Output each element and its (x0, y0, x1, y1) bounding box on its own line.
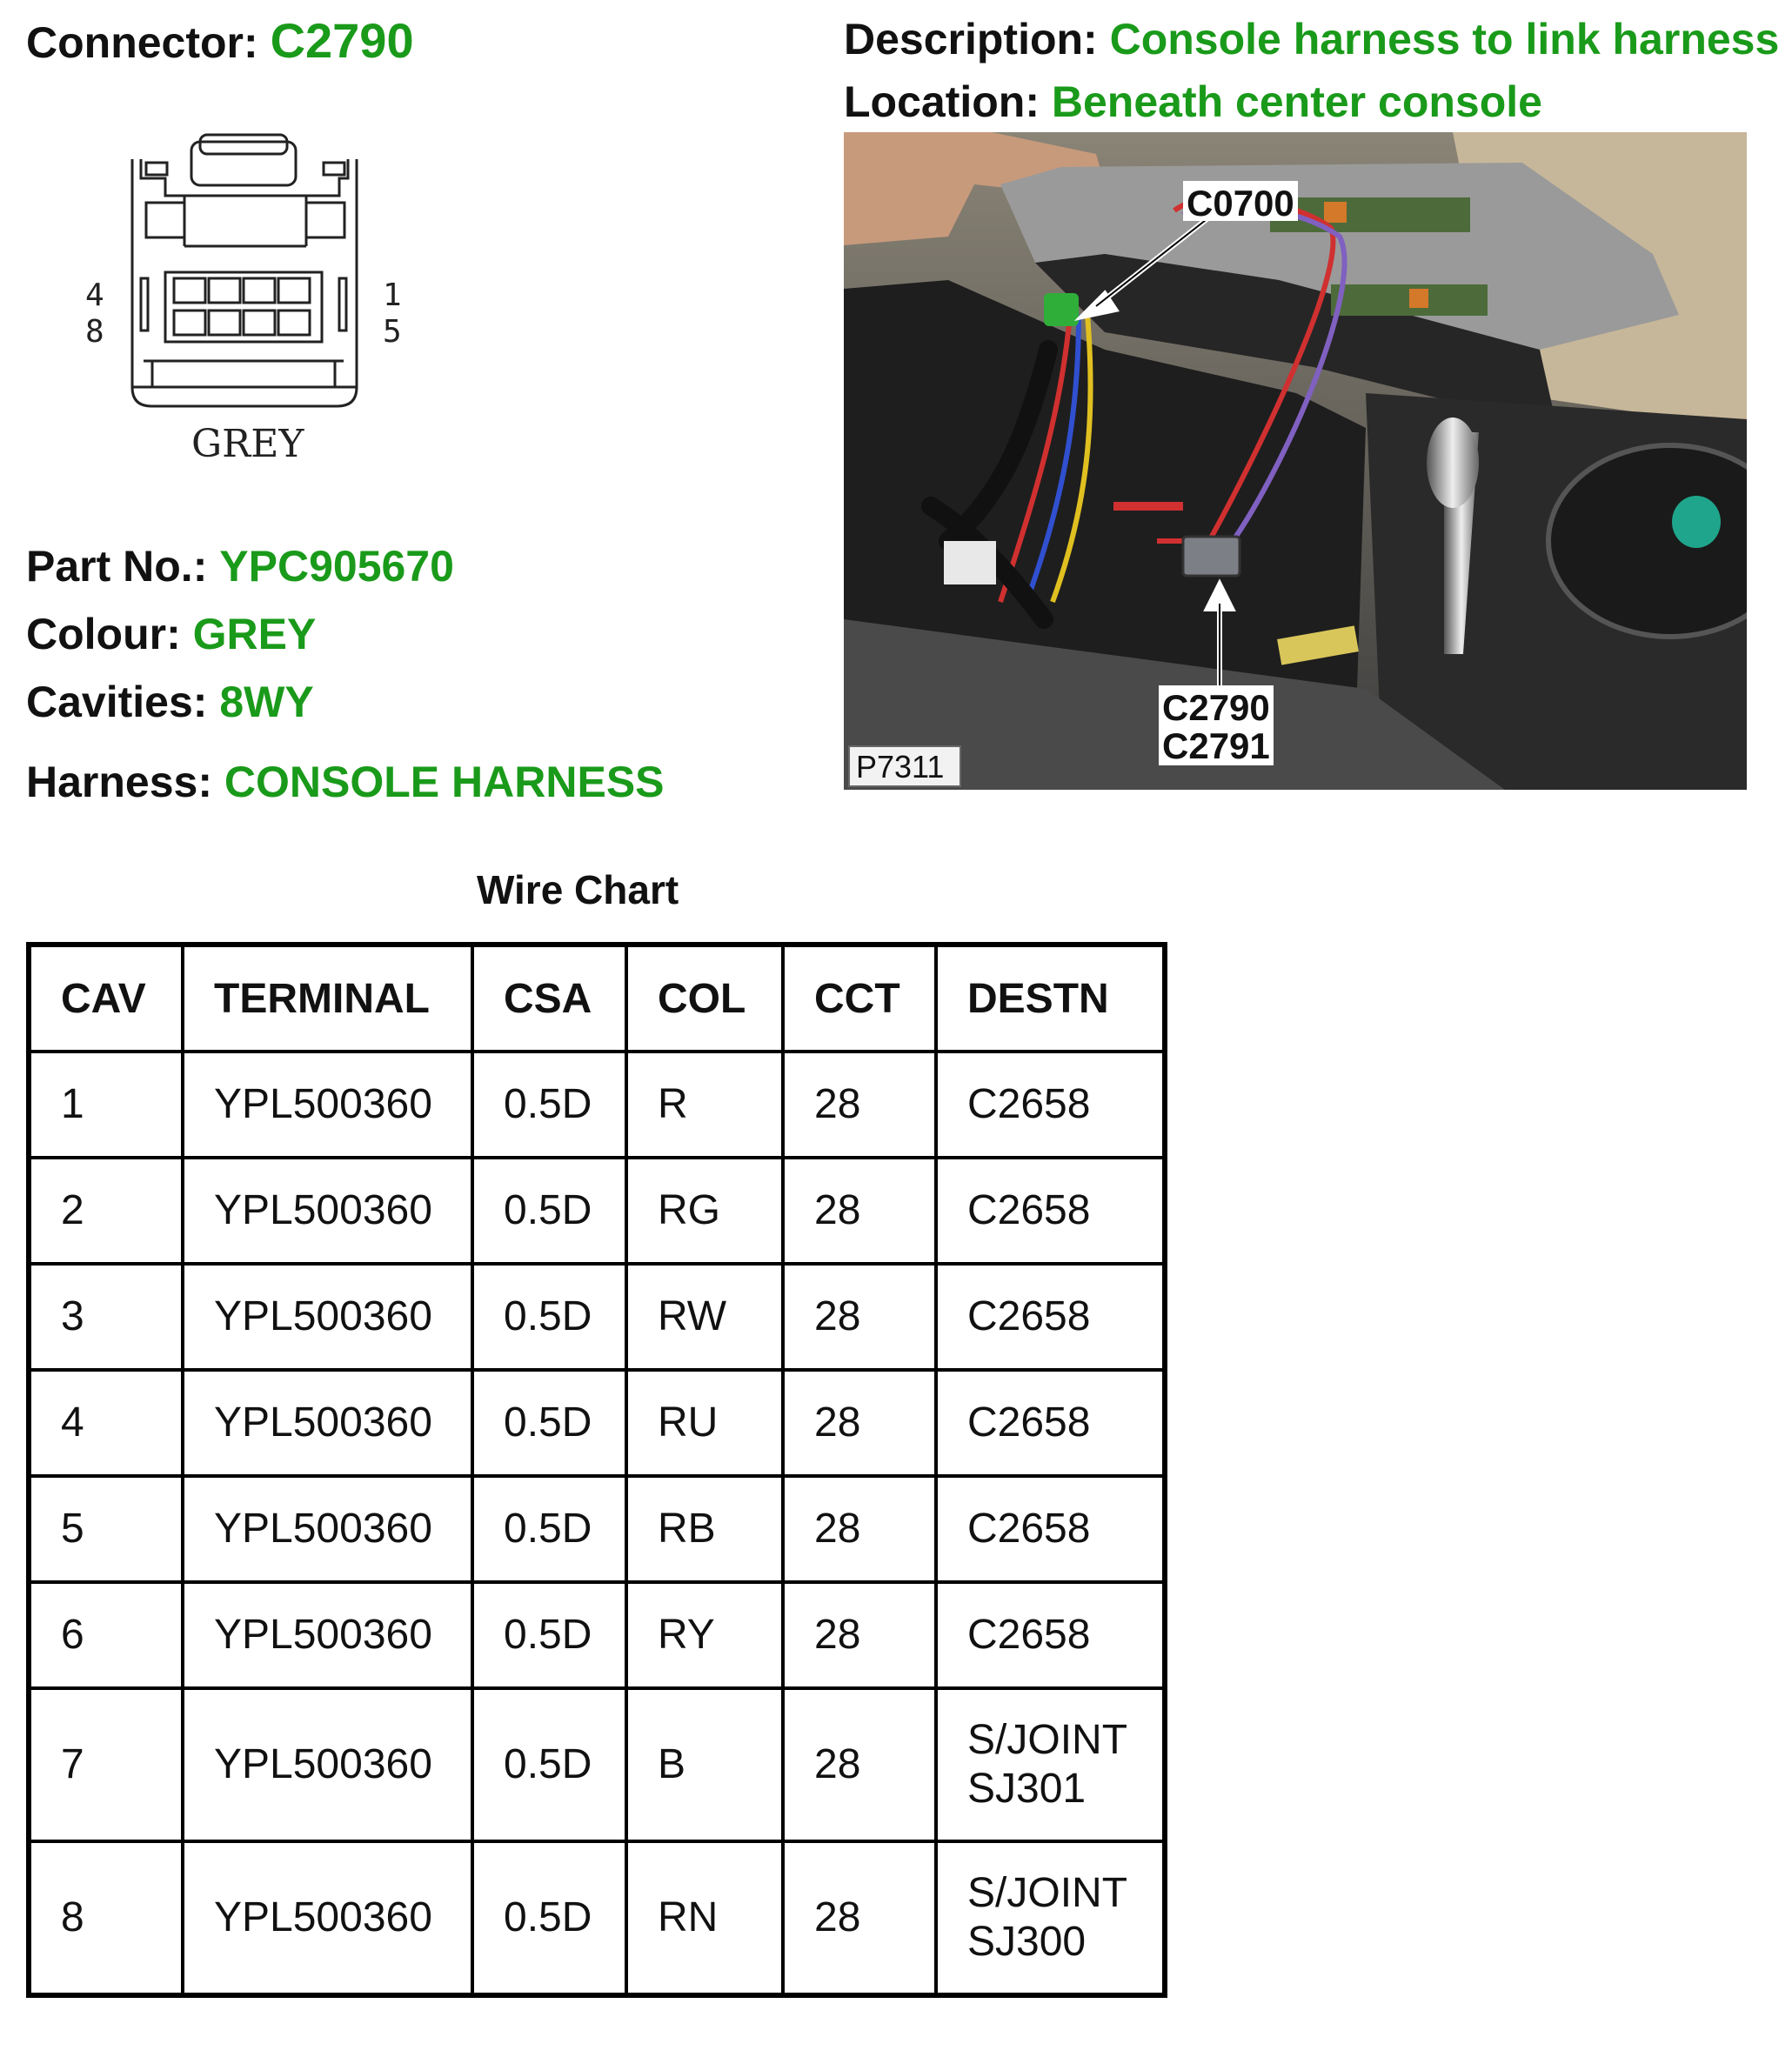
connector-colour-label: GREY (191, 422, 304, 466)
table-row (29, 1158, 1165, 1264)
cell-cav: 1 (29, 1052, 183, 1158)
table-row (29, 1841, 1165, 1995)
cell-cct: 28 (783, 1476, 936, 1582)
harness-label: Harness: (26, 758, 212, 806)
cell-csa: 0.5D (472, 1158, 626, 1264)
cell-destn (936, 1841, 1165, 1995)
cell-destn: C2658 (936, 1370, 1165, 1476)
cell-col: RW (626, 1264, 783, 1370)
connector-face-diagram (78, 126, 444, 474)
wire-chart-title: Wire Chart (477, 867, 679, 912)
table-header-row (29, 945, 1165, 1052)
cell-terminal: YPL500360 (183, 1264, 472, 1370)
cell-terminal: YPL500360 (183, 1841, 472, 1995)
cell-col: RY (626, 1582, 783, 1688)
cell-destn: C2658 (936, 1052, 1165, 1158)
header-terminal: TERMINAL (183, 945, 472, 1052)
cavities-value: 8WY (219, 678, 314, 726)
cell-destn: C2658 (936, 1476, 1165, 1582)
cell-csa: 0.5D (472, 1264, 626, 1370)
colour-value: GREY (192, 610, 317, 658)
colour-field (26, 609, 316, 659)
connector-field (26, 12, 414, 69)
cell-col: RU (626, 1370, 783, 1476)
cell-destn-line: SJ300 (967, 1919, 1087, 1965)
cell-destn-line: S/JOINT (967, 1870, 1128, 1916)
cell-destn (936, 1688, 1165, 1841)
connector-value: C2790 (270, 13, 414, 68)
part-no-label: Part No.: (26, 542, 208, 591)
photo-callout-c0700: C0700 (1187, 183, 1294, 224)
pin-number-bottom-right: 5 (383, 314, 402, 350)
cell-cav: 6 (29, 1582, 183, 1688)
table-row (29, 1370, 1165, 1476)
wire-chart-table (26, 942, 1167, 1998)
description-label: Description: (844, 15, 1098, 63)
cell-csa: 0.5D (472, 1052, 626, 1158)
cell-col: RB (626, 1476, 783, 1582)
connector-label: Connector: (26, 18, 258, 67)
cell-col: RN (626, 1841, 783, 1995)
header-col: COL (626, 945, 783, 1052)
header-destn: DESTN (936, 945, 1165, 1052)
cell-terminal: YPL500360 (183, 1688, 472, 1841)
cell-destn: C2658 (936, 1582, 1165, 1688)
location-value: Beneath center console (1051, 77, 1542, 126)
cell-destn: C2658 (936, 1264, 1165, 1370)
header-cav: CAV (29, 945, 183, 1052)
cell-terminal: YPL500360 (183, 1370, 472, 1476)
cell-cav: 2 (29, 1158, 183, 1264)
cell-terminal: YPL500360 (183, 1476, 472, 1582)
cell-cav: 7 (29, 1688, 183, 1841)
table-row (29, 1264, 1165, 1370)
cell-csa: 0.5D (472, 1476, 626, 1582)
cell-csa: 0.5D (472, 1688, 626, 1841)
cell-terminal: YPL500360 (183, 1052, 472, 1158)
header-csa: CSA (472, 945, 626, 1052)
part-no-field (26, 541, 454, 591)
photo-callout-c2790: C2790 (1162, 687, 1270, 728)
location-field (844, 77, 1542, 127)
harness-field (26, 757, 665, 807)
cell-cct: 28 (783, 1052, 936, 1158)
table-row (29, 1582, 1165, 1688)
cell-cct: 28 (783, 1688, 936, 1841)
cell-col: B (626, 1688, 783, 1841)
cell-col: RG (626, 1158, 783, 1264)
cell-destn: C2658 (936, 1158, 1165, 1264)
cell-cct: 28 (783, 1841, 936, 1995)
cell-terminal: YPL500360 (183, 1158, 472, 1264)
harness-value: CONSOLE HARNESS (224, 758, 665, 806)
location-photo (844, 132, 1747, 790)
table-row (29, 1476, 1165, 1582)
pin-number-top-left: 4 (85, 277, 104, 313)
pin-number-top-right: 1 (383, 277, 402, 313)
cavities-field (26, 677, 314, 727)
description-field (844, 14, 1779, 64)
part-no-value: YPC905670 (219, 542, 454, 591)
cell-cav: 4 (29, 1370, 183, 1476)
cavities-label: Cavities: (26, 678, 208, 726)
description-value: Console harness to link harness (1109, 15, 1780, 63)
cell-col: R (626, 1052, 783, 1158)
cell-cct: 28 (783, 1264, 936, 1370)
cell-csa: 0.5D (472, 1582, 626, 1688)
cell-destn-line: SJ301 (967, 1766, 1087, 1812)
colour-label: Colour: (26, 610, 181, 658)
photo-callout-c2791: C2791 (1162, 725, 1270, 766)
table-row (29, 1052, 1165, 1158)
cell-csa: 0.5D (472, 1841, 626, 1995)
cell-cct: 28 (783, 1158, 936, 1264)
photo-plate-number: P7311 (856, 749, 945, 785)
cell-cct: 28 (783, 1370, 936, 1476)
cell-destn-line: S/JOINT (967, 1717, 1128, 1763)
pin-number-bottom-left: 8 (85, 314, 104, 350)
cell-cav: 5 (29, 1476, 183, 1582)
cell-cct: 28 (783, 1582, 936, 1688)
cell-cav: 3 (29, 1264, 183, 1370)
table-row (29, 1688, 1165, 1841)
cell-cav: 8 (29, 1841, 183, 1995)
header-cct: CCT (783, 945, 936, 1052)
location-label: Location: (844, 77, 1040, 126)
cell-terminal: YPL500360 (183, 1582, 472, 1688)
cell-csa: 0.5D (472, 1370, 626, 1476)
